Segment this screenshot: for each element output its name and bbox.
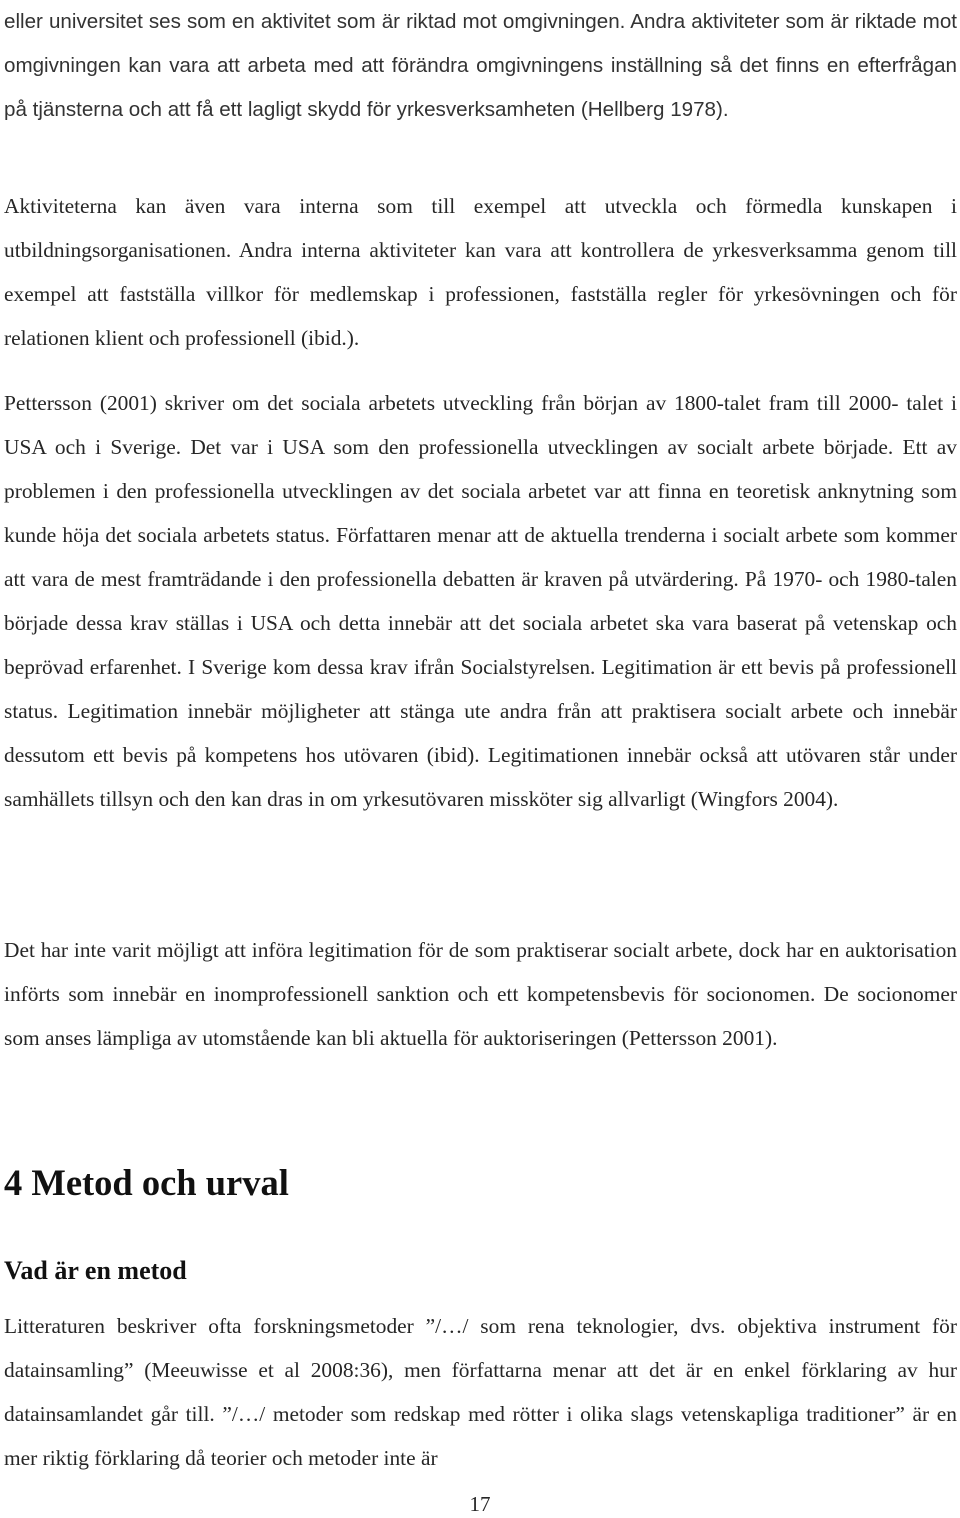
paragraph-internal-activities: Aktiviteterna kan även vara interna som till exempel att utveckla och förmedla kunskapen i utbildningsorganisationen. Andra interna aktiviteter kan vara att kontrollera de yrkesverksamma genom till exempel att fastställa villkor för medlemskap i professionen, fastställa regler för yrkesövningen och för relationen klient och professionell (ibid.).	[4, 194, 957, 350]
paragraph-professional-activities: eller universitet ses som en aktivitet som är riktad mot omgivningen. Andra aktiviteter som är riktade mot omgivningen kan vara att arbeta med att förändra omgivningens inställning så det finns en efterfrågan på tjänsterna och att få ett lagligt skydd för yrkesverksamheten (Hellberg 1978).	[4, 10, 957, 121]
paragraph-authorization: Det har inte varit möjligt att införa legitimation för de som praktiserar socialt arbete, dock har en auktorisation införts som innebär en inomprofessionell sanktion och ett kompetensbevis för socionomen. De socionomer som anses lämpliga av utomstående kan bli aktuella för auktoriseringen (Pettersson 2001).	[4, 938, 957, 1050]
chapter-heading: 4 Metod och urval	[4, 1162, 289, 1203]
section-heading: Vad är en metod	[4, 1256, 187, 1285]
page-number: 17	[469, 1492, 491, 1516]
paragraph-method-definition: Litteraturen beskriver ofta forskningsmetoder ”/…/ som rena teknologier, dvs. objektiva instrument för datainsamling” (Meeuwisse et al 2008:36), men författarna menar att det är en enkel förklaring av hur datainsamlandet går till. ”/…/ metoder som redskap med rötter i olika slags vetenskapliga traditioner” är en mer riktig förklaring då teorier och metoder inte är	[4, 1314, 957, 1470]
paragraph-social-work-history: Pettersson (2001) skriver om det sociala arbetets utveckling från början av 1800-talet fram till 2000- talet i USA och i Sverige. Det var i USA som den professionella utvecklingen av socialt arbete började. Ett av problemen i den professionella utvecklingen av det sociala arbetet var att finna en teoretisk anknytning som kunde höja det sociala arbetets status. Författaren menar att de aktuella trenderna i socialt arbete som kommer att vara de mest framträdande i den professionella debatten är kraven på utvärdering. På 1970- och 1980-talen började dessa krav ställas i USA och detta innebär att det sociala arbetet ska vara baserat på vetenskap och beprövad erfarenhet. I Sverige kom dessa krav ifrån Socialstyrelsen. Legitimation är ett bevis på professionell status. Legitimation innebär möjligheter att stänga ute andra från att praktisera socialt arbete och innebär dessutom ett bevis på kompetens hos utövaren (ibid). Legitimationen innebär också att utövaren står under samhällets tillsyn och den kan dras in om yrkesutövaren missköter sig allvarligt (Wingfors 2004).	[4, 391, 957, 811]
